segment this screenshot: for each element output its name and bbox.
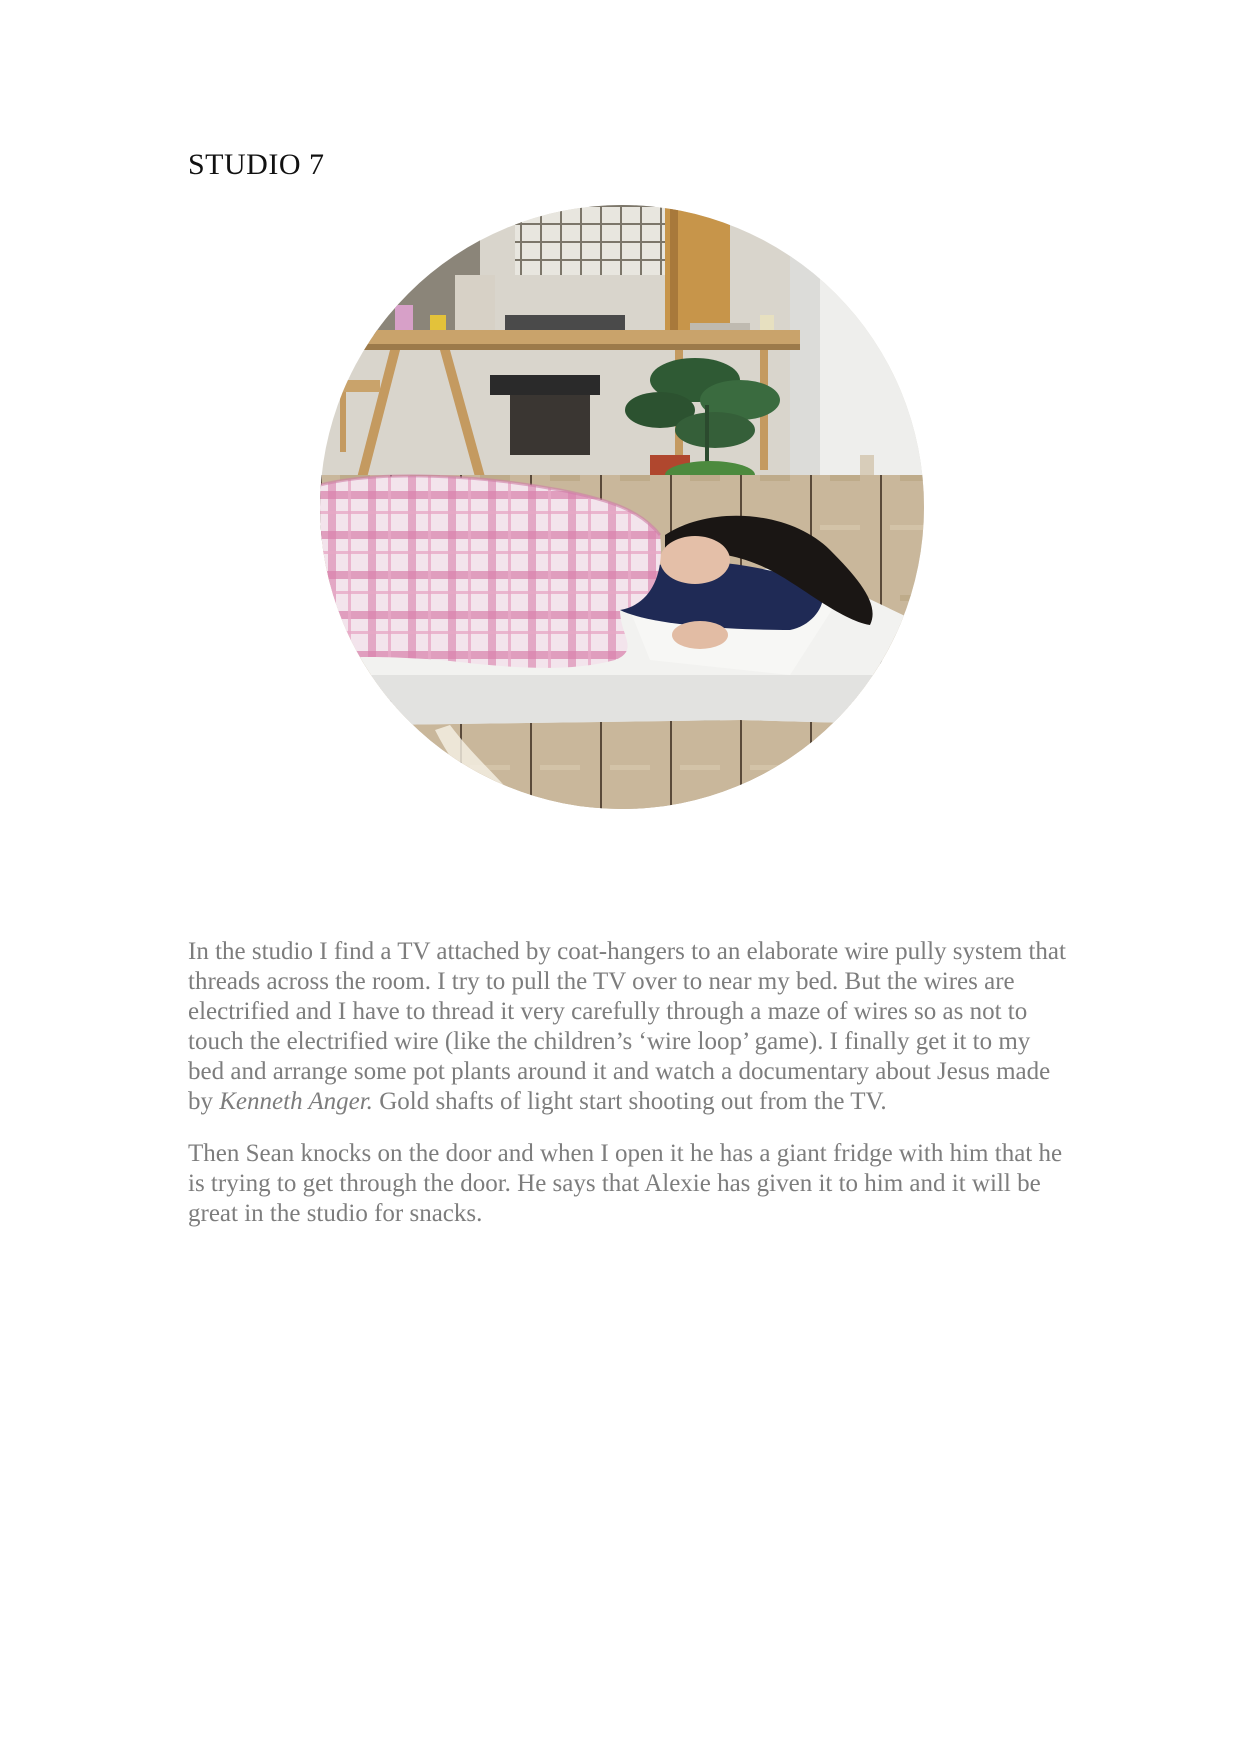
paragraph-1-italic: Kenneth Anger. (219, 1088, 373, 1115)
page-title: STUDIO 7 (188, 148, 325, 181)
paragraph-1-text: In the studio I find a TV attached by coat-hangers to an elaborate wire pully system that threads across the room. I try to pull the TV over to near my bed. But the wires are electrified and I have to thread it very carefully through a maze of wires so as not to touch the electrified wire (like the children’s ‘wire loop’ game). I finally get it to my bed and arrange some pot plants around it and watch a documentary about Jesus made by (188, 938, 1066, 1115)
paragraph-1-tail: Gold shafts of light start shooting out from the TV. (372, 1088, 887, 1115)
studio-photo (320, 205, 924, 809)
paragraph-2: Then Sean knocks on the door and when I open it he has a giant fridge with him that he is trying to get through the door. He says that Alexie has given it to him and it will be great in the studio for snacks. (188, 1140, 1063, 1227)
story-text (188, 937, 1068, 1251)
studio-photo-illustration (320, 205, 924, 809)
paragraph-1 (188, 937, 1068, 1117)
